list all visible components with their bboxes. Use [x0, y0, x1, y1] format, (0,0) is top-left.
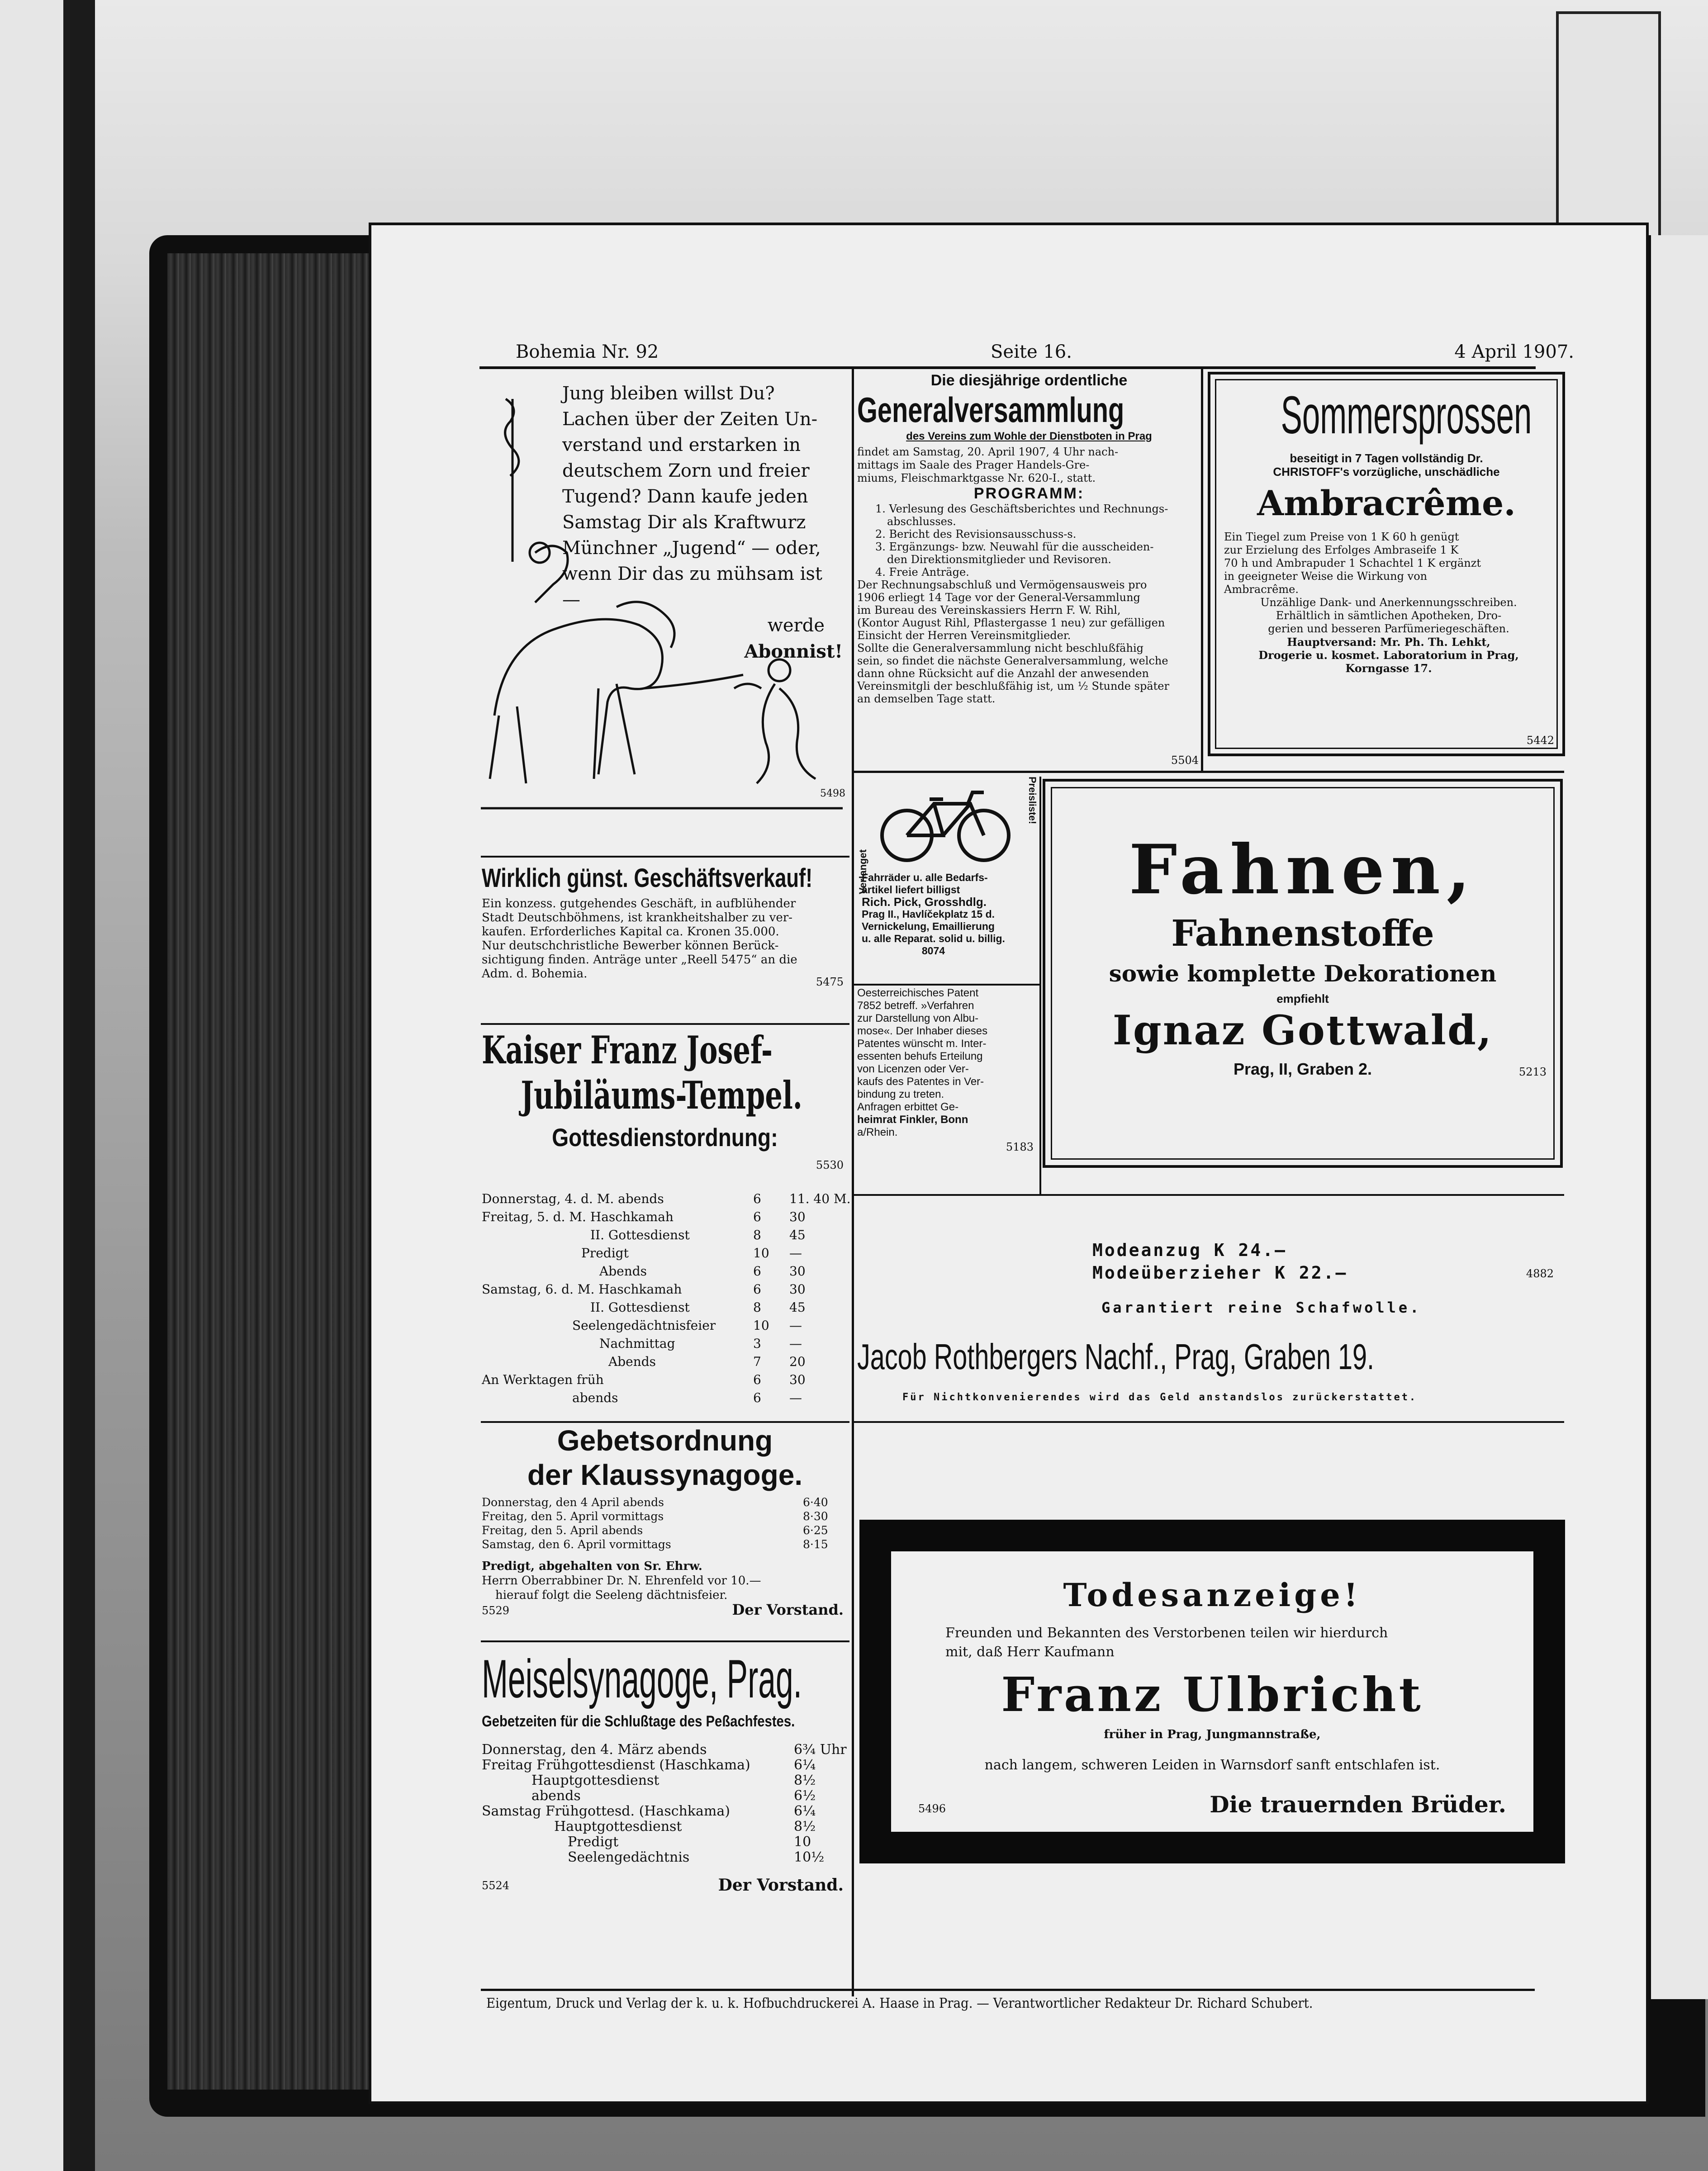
bicycle-line: Prag II., Havlíčekplatz 15 d.: [862, 908, 995, 920]
patent-line: mose«. Der Inhaber dieses: [857, 1025, 988, 1037]
klaus-predigt-line: Predigt, abgehalten von Sr. Ehrw.: [482, 1560, 702, 1573]
schedule-time: 30: [789, 1372, 806, 1387]
general-programm: PROGRAMM:: [973, 485, 1085, 502]
schedule-time: 8·30: [803, 1510, 828, 1523]
tempel-title: Jubiläums-Tempel.: [521, 1073, 802, 1118]
ad-code: 5530: [816, 1159, 844, 1171]
sommer-line: Erhältlich in sämtlichen Apotheken, Dro-: [1276, 609, 1502, 622]
general-line: Vereinsmitgli der beschlußfähig ist, um ½ Stunde später: [857, 680, 1169, 692]
sommer-line: in geeigneter Weise die Wirkung von: [1224, 570, 1428, 583]
schedule-time: 30: [789, 1264, 806, 1279]
patent-ad: [857, 987, 1038, 1195]
schedule-label: Hauptgottesdienst: [531, 1773, 659, 1788]
rule: [481, 1023, 849, 1025]
general-line: mittags im Saale des Prager Handels-Gre-: [857, 459, 1090, 471]
general-line: findet am Samstag, 20. April 1907, 4 Uhr nach-: [857, 446, 1119, 458]
general-title: Generalversammlung: [857, 390, 1124, 430]
fahnen-name: Ignaz Gottwald,: [1112, 1006, 1493, 1054]
column-rule-1: [852, 368, 854, 1996]
patent-line: bindung zu treten.: [857, 1088, 944, 1100]
jugend-line: Jung bleiben willst Du?: [562, 383, 775, 404]
patent-line: Anfragen erbittet Ge-: [857, 1101, 959, 1113]
ad-code: 5213: [1518, 1066, 1547, 1078]
schedule-row: [482, 1335, 844, 1353]
tempel-ad: [482, 1028, 851, 1417]
sommer-product: Ambracrême.: [1257, 483, 1516, 523]
patent-line: a/Rhein.: [857, 1126, 898, 1138]
sommer-line: Drogerie u. kosmet. Laboratorium in Prag,: [1258, 649, 1519, 662]
rule: [481, 1421, 849, 1423]
schedule-time: 7: [753, 1354, 761, 1369]
mode-line: Garantiert reine Schafwolle.: [1101, 1299, 1422, 1316]
header-left: Bohemia Nr. 92: [516, 341, 659, 362]
geschaeft-line: sichtigung finden. Anträge unter „Reell 5475“ an die: [482, 953, 797, 967]
patent-line: zur Darstellung von Albu-: [857, 1012, 979, 1024]
schedule-label: Seelengedächtnisfeier: [572, 1318, 716, 1333]
general-item: 2. Bericht des Revisionsausschuss-s.: [875, 528, 1077, 540]
schedule-row: [482, 1804, 844, 1819]
bicycle-ad: [857, 777, 1038, 967]
bicycle-side-label: Preisliste!: [1027, 777, 1038, 825]
patent-line: essenten behufs Erteilung: [857, 1050, 983, 1062]
jugend-line: Samstag Dir als Kraftwurz: [562, 512, 806, 533]
book-spine: [167, 253, 380, 2090]
bicycle-icon: [875, 786, 1015, 867]
header-right: 4 April 1907.: [1454, 341, 1574, 362]
general-pre: Die diesjährige ordentliche: [930, 372, 1128, 389]
schedule-label: abends: [531, 1788, 581, 1804]
rule: [854, 1194, 1564, 1196]
schedule-time: 30: [789, 1209, 806, 1224]
schedule-row: [482, 1353, 844, 1371]
klaus-signature: Der Vorstand.: [732, 1601, 844, 1618]
schedule-time: 20: [789, 1354, 806, 1369]
schedule-label: Abends: [608, 1354, 656, 1369]
header-rule: [479, 366, 1536, 369]
jugend-line: Lachen über der Zeiten Un-: [562, 409, 818, 430]
rule: [1039, 777, 1041, 1195]
fahnen-subtitle: Fahnenstoffe: [1171, 912, 1434, 954]
fahnen-ad: [1043, 779, 1563, 1168]
patent-line: heimrat Finkler, Bonn: [857, 1114, 968, 1126]
schedule-row: [482, 1510, 844, 1524]
tod-line: früher in Prag, Jungmannstraße,: [1104, 1728, 1321, 1741]
mode-line: Modeüberzieher K 22.—: [1092, 1263, 1348, 1283]
schedule-row: [482, 1819, 844, 1834]
schedule-label: II. Gottesdienst: [590, 1228, 690, 1242]
meisel-ad: [482, 1647, 848, 1901]
schedule-label: Hauptgottesdienst: [554, 1819, 682, 1834]
footer-rule: [481, 1989, 1535, 1991]
tempel-title: Kaiser Franz Josef-: [482, 1028, 773, 1072]
sommer-line: Ein Tiegel zum Preise von 1 K 60 h genügt: [1224, 531, 1459, 543]
schedule-row: [482, 1538, 844, 1552]
geschaeft-line: Stadt Deutschböhmens, ist krankheitshalber zu ver-: [482, 911, 792, 924]
tod-line: nach langem, schweren Leiden in Warnsdorf sanft entschlafen ist.: [984, 1757, 1440, 1773]
general-item: den Direktionsmitglieder und Revisoren.: [887, 553, 1111, 566]
general-ad: [857, 372, 1201, 770]
jugend-line: deutschem Zorn und freier: [562, 460, 810, 481]
schedule-time: 6: [753, 1282, 761, 1297]
geschaeft-line: Nur deutschchristliche Bewerber können Berück-: [482, 939, 779, 953]
tod-frame: [859, 1520, 1565, 1863]
jugend-line: Abonnist!: [744, 641, 843, 662]
jugend-text: [562, 381, 843, 664]
header-center: Seite 16.: [991, 341, 1072, 362]
schedule-row: [482, 1496, 844, 1510]
klaus-schedule: [482, 1496, 844, 1552]
ad-code: 4882: [1526, 1267, 1554, 1280]
bicycle-side-label: Verlanget: [857, 849, 868, 894]
schedule-row: [482, 1227, 844, 1245]
schedule-row: [482, 1299, 844, 1317]
schedule-label: An Werktagen früh: [482, 1372, 604, 1387]
schedule-time: 6: [753, 1191, 761, 1206]
schedule-time: 3: [753, 1336, 761, 1351]
rule: [481, 856, 849, 858]
schedule-row: [482, 1788, 844, 1804]
schedule-time: 8: [753, 1228, 761, 1242]
meisel-schedule: [482, 1742, 847, 1865]
schedule-time: 6: [753, 1264, 761, 1279]
ad-code: 5529: [482, 1604, 510, 1617]
general-intro: [857, 446, 1201, 485]
schedule-time: 8·15: [803, 1538, 828, 1551]
ad-code: 8074: [921, 945, 945, 957]
schedule-row: [482, 1209, 844, 1227]
page-clip: [1556, 11, 1661, 252]
schedule-time: 6: [753, 1372, 761, 1387]
schedule-time: 45: [789, 1300, 806, 1315]
jugend-ad: [481, 372, 849, 851]
schedule-row: [482, 1524, 844, 1538]
schedule-label: Seelengedächtnis: [568, 1849, 690, 1865]
schedule-label: Donnerstag, den 4 April abends: [482, 1496, 664, 1509]
sommer-line: Korngasse 17.: [1345, 662, 1432, 675]
meisel-subtitle: Gebetzeiten für die Schlußtage des Peßachfestes.: [482, 1713, 795, 1730]
sommer-line: Hauptversand: Mr. Ph. Th. Lehkt,: [1287, 635, 1490, 649]
schedule-time: 11. 40 M.: [789, 1191, 851, 1206]
general-item: abschlusses.: [887, 515, 956, 528]
fahnen-title: Fahnen,: [1129, 830, 1477, 910]
general-line: im Bureau des Vereinskassiers Herrn F. W. Rihl,: [857, 604, 1121, 616]
fahnen-address: Prag, II, Graben 2.: [1233, 1060, 1372, 1078]
schedule-label: Abends: [599, 1264, 647, 1279]
ad-code: 5524: [482, 1879, 510, 1892]
schedule-label: Freitag, den 5. April vormittags: [482, 1510, 664, 1523]
bicycle-body: [862, 872, 1005, 957]
tempel-subtitle: Gottesdienstordnung:: [552, 1123, 778, 1152]
schedule-label: Samstag, 6. d. M. Haschkamah: [482, 1282, 682, 1297]
rule: [481, 1640, 849, 1642]
mode-ad: [857, 1204, 1563, 1421]
schedule-label: Donnerstag, den 4. März abends: [482, 1742, 707, 1758]
fahnen-line: sowie komplette Dekorationen: [1109, 960, 1497, 987]
mode-note: Für Nichtkonvenierendes wird das Geld anstandslos zurückerstattet.: [902, 1392, 1418, 1403]
general-line: (Kontor August Rihl, Pflastergasse 1 neu) zur gefälligen: [857, 616, 1165, 629]
schedule-row: [482, 1773, 844, 1788]
bicycle-line: artikel liefert billigst: [862, 884, 960, 896]
schedule-row: [482, 1190, 851, 1209]
ad-code: 5504: [1171, 754, 1199, 767]
bicycle-line: Vernickelung, Emaillierung: [862, 920, 995, 932]
schedule-label: II. Gottesdienst: [590, 1300, 690, 1315]
jugend-line: verstand und erstarken in: [562, 435, 801, 455]
general-line: sein, so findet die nächste Generalversammlung, welche: [857, 654, 1168, 667]
schedule-label: Donnerstag, 4. d. M. abends: [482, 1191, 664, 1206]
sommer-line: CHRISTOFF's vorzügliche, unschädliche: [1273, 465, 1500, 479]
schedule-label: Freitag, 5. d. M. Haschkamah: [482, 1209, 674, 1224]
general-item: 3. Ergänzungs- bzw. Neuwahl für die ausscheiden-: [875, 540, 1154, 553]
general-body: [857, 578, 1201, 705]
klaus-title: der Klaussynagoge.: [527, 1459, 803, 1491]
schedule-time: 6·25: [803, 1524, 828, 1537]
sommer-line: Unzählige Dank- und Anerkennungsschreiben.: [1260, 596, 1517, 609]
schedule-label: Predigt: [581, 1246, 629, 1261]
patent-body: [857, 987, 1038, 1139]
ad-code: 5475: [816, 976, 844, 988]
sommer-line: zur Erzielung des Erfolges Ambraseife 1 K: [1224, 544, 1459, 556]
tod-text: [945, 1624, 1506, 1662]
general-line: Sollte die Generalversammlung nicht beschlußfähig: [857, 642, 1143, 654]
klaus-ad: [482, 1423, 848, 1618]
sommer-line: beseitigt in 7 Tagen vollständig Dr.: [1290, 451, 1483, 465]
klaus-predigt-line: Herrn Oberrabbiner Dr. N. Ehrenfeld vor 10.—: [482, 1574, 761, 1588]
schedule-row: [482, 1758, 844, 1773]
schedule-time: —: [789, 1246, 802, 1261]
mode-line: Modeanzug K 24.—: [1092, 1240, 1287, 1260]
schedule-time: 8½: [794, 1819, 816, 1834]
geschaeft-line: kaufen. Erforderliches Kapital ca. Kronen 35.000.: [482, 925, 779, 939]
rule: [854, 771, 1564, 773]
general-line: dann ohne Rücksicht auf die Anzahl der anwesenden: [857, 667, 1149, 680]
general-line: 1906 erliegt 14 Tage vor der General-Versammlung: [857, 591, 1140, 604]
meisel-title: Meiselsynagoge, Prag.: [482, 1649, 802, 1709]
left-margin: [0, 0, 72, 2171]
schedule-time: 6½: [794, 1788, 816, 1804]
schedule-row: [482, 1263, 844, 1281]
rule: [854, 984, 1039, 986]
sommer-line: gerien und besseren Parfümeriegeschäften.: [1268, 622, 1509, 635]
patent-line: von Licenzen oder Ver-: [857, 1063, 969, 1075]
schedule-time: 6·40: [803, 1496, 828, 1509]
jugend-line: Münchner „Jugend“ — oder,: [562, 538, 821, 559]
schedule-time: 6¼: [794, 1757, 816, 1773]
left-dark-strip: [63, 0, 95, 2171]
tod-signature: Die trauernden Brüder.: [1210, 1791, 1506, 1818]
general-org: des Vereins zum Wohle der Dienstboten in Prag: [906, 430, 1152, 442]
fahnen-empf: empfiehlt: [1276, 992, 1329, 1005]
general-line: miums, Fleischmarktgasse Nr. 620-I., statt.: [857, 472, 1096, 484]
patent-line: Oesterreichisches Patent: [857, 987, 979, 999]
patent-line: Patentes wünscht m. Inter-: [857, 1038, 987, 1050]
schedule-time: 6: [753, 1390, 761, 1405]
schedule-time: 8: [753, 1300, 761, 1315]
meisel-signature: Der Vorstand.: [718, 1876, 844, 1895]
general-line: Einsicht der Herren Vereinsmitglieder.: [857, 629, 1071, 642]
schedule-row: [482, 1389, 844, 1408]
page-footer: Eigentum, Druck und Verlag der k. u. k. Hofbuchdruckerei A. Haase in Prag. — Verantwortlicher Redakteur Dr. Richard Schubert.: [486, 1996, 1313, 2011]
sommer-line: 70 h und Ambrapuder 1 Schachtel 1 K ergänzt: [1224, 557, 1481, 569]
schedule-time: —: [789, 1336, 802, 1351]
bicycle-line: u. alle Reparat. solid u. billig.: [862, 933, 1005, 944]
patent-line: kaufs des Patentes in Ver-: [857, 1076, 984, 1088]
general-line: Der Rechnungsabschluß und Vermögensausweis pro: [857, 578, 1147, 591]
tod-inner: [891, 1551, 1533, 1832]
schedule-time: 8½: [794, 1773, 816, 1788]
general-item: 1. Verlesung des Geschäftsberichtes und Rechnungs-: [875, 502, 1168, 515]
right-page-edge: [1651, 235, 1708, 1999]
page-header: [516, 341, 1574, 369]
geschaeft-ad: [482, 863, 848, 994]
jugend-line: Tugend? Dann kaufe jeden: [562, 486, 808, 507]
general-item: 4. Freie Anträge.: [875, 566, 969, 578]
schedule-time: 10½: [794, 1849, 825, 1865]
sommer-title: Sommersprossen: [1281, 385, 1532, 445]
klaus-predigt-line: hierauf folgt die Seeleng dächtnisfeier.: [495, 1588, 728, 1602]
klaus-title: Gebetsordnung: [557, 1424, 773, 1457]
schedule-time: 6¼: [794, 1803, 816, 1819]
schedule-row: [482, 1850, 844, 1865]
bicycle-line: Fahrräder u. alle Bedarfs-: [862, 872, 988, 883]
tod-line: mit, daß Herr Kaufmann: [945, 1644, 1115, 1660]
schedule-time: 6¾ Uhr: [794, 1742, 847, 1758]
ad-code: 5498: [820, 788, 845, 799]
tod-name: Franz Ulbricht: [1001, 1667, 1423, 1722]
schedule-row: [482, 1281, 844, 1299]
schedule-label: Samstag Frühgottesd. (Haschkama): [482, 1803, 730, 1819]
tod-title: Todesanzeige!: [1063, 1576, 1362, 1614]
mode-shop-name: Jacob Rothbergers Nachf., Prag, Graben 19.: [857, 1337, 1375, 1377]
schedule-time: —: [789, 1318, 802, 1333]
patent-line: 7852 betreff. »Verfahren: [857, 1000, 974, 1012]
jugend-line: werde: [767, 615, 825, 636]
ad-code: 5496: [918, 1802, 946, 1815]
schedule-time: 10: [753, 1246, 769, 1261]
schedule-row: [482, 1834, 844, 1850]
schedule-time: 10: [753, 1318, 769, 1333]
schedule-label: Predigt: [568, 1834, 619, 1850]
schedule-time: 6: [753, 1209, 761, 1224]
newspaper-page: [369, 223, 1649, 2104]
schedule-time: —: [789, 1390, 802, 1405]
general-items: [857, 502, 1201, 578]
schedule-time: 30: [789, 1282, 806, 1297]
schedule-label: Freitag Frühgottesdienst (Haschkama): [482, 1757, 750, 1773]
geschaeft-title: Wirklich günst. Geschäftsverkauf!: [482, 863, 813, 893]
ad-code: 5183: [1006, 1141, 1034, 1153]
bicycle-line: Rich. Pick, Grosshdlg.: [862, 895, 987, 909]
ad-code: 5442: [1526, 734, 1554, 747]
schedule-label: Freitag, den 5. April abends: [482, 1524, 643, 1537]
sommer-body: [1224, 531, 1553, 675]
schedule-time: 10: [794, 1834, 811, 1850]
sommer-intro: [1219, 451, 1553, 479]
jugend-line: wenn Dir das zu mühsam ist —: [562, 564, 822, 610]
geschaeft-line: Ein konzess. gutgehendes Geschäft, in aufblühender: [482, 897, 796, 910]
schedule-row: [482, 1245, 844, 1263]
schedule-label: Nachmittag: [599, 1336, 675, 1351]
tod-line: Freunden und Bekannten des Verstorbenen teilen wir hierdurch: [945, 1625, 1388, 1641]
geschaeft-line: Adm. d. Bohemia.: [482, 967, 588, 981]
schedule-label: Samstag, den 6. April vormittags: [482, 1538, 671, 1551]
schedule-label: abends: [572, 1390, 618, 1405]
schedule-row: [482, 1371, 844, 1389]
schedule-row: [482, 1317, 844, 1335]
general-line: an demselben Tage statt.: [857, 692, 996, 705]
klaus-predigt: [482, 1559, 761, 1602]
schedule-time: 45: [789, 1228, 806, 1242]
tempel-schedule: [482, 1190, 851, 1408]
schedule-row: [482, 1742, 847, 1758]
sommer-line: Ambracrême.: [1224, 583, 1299, 596]
sommer-ad: [1208, 372, 1565, 756]
rule: [854, 1421, 1564, 1423]
